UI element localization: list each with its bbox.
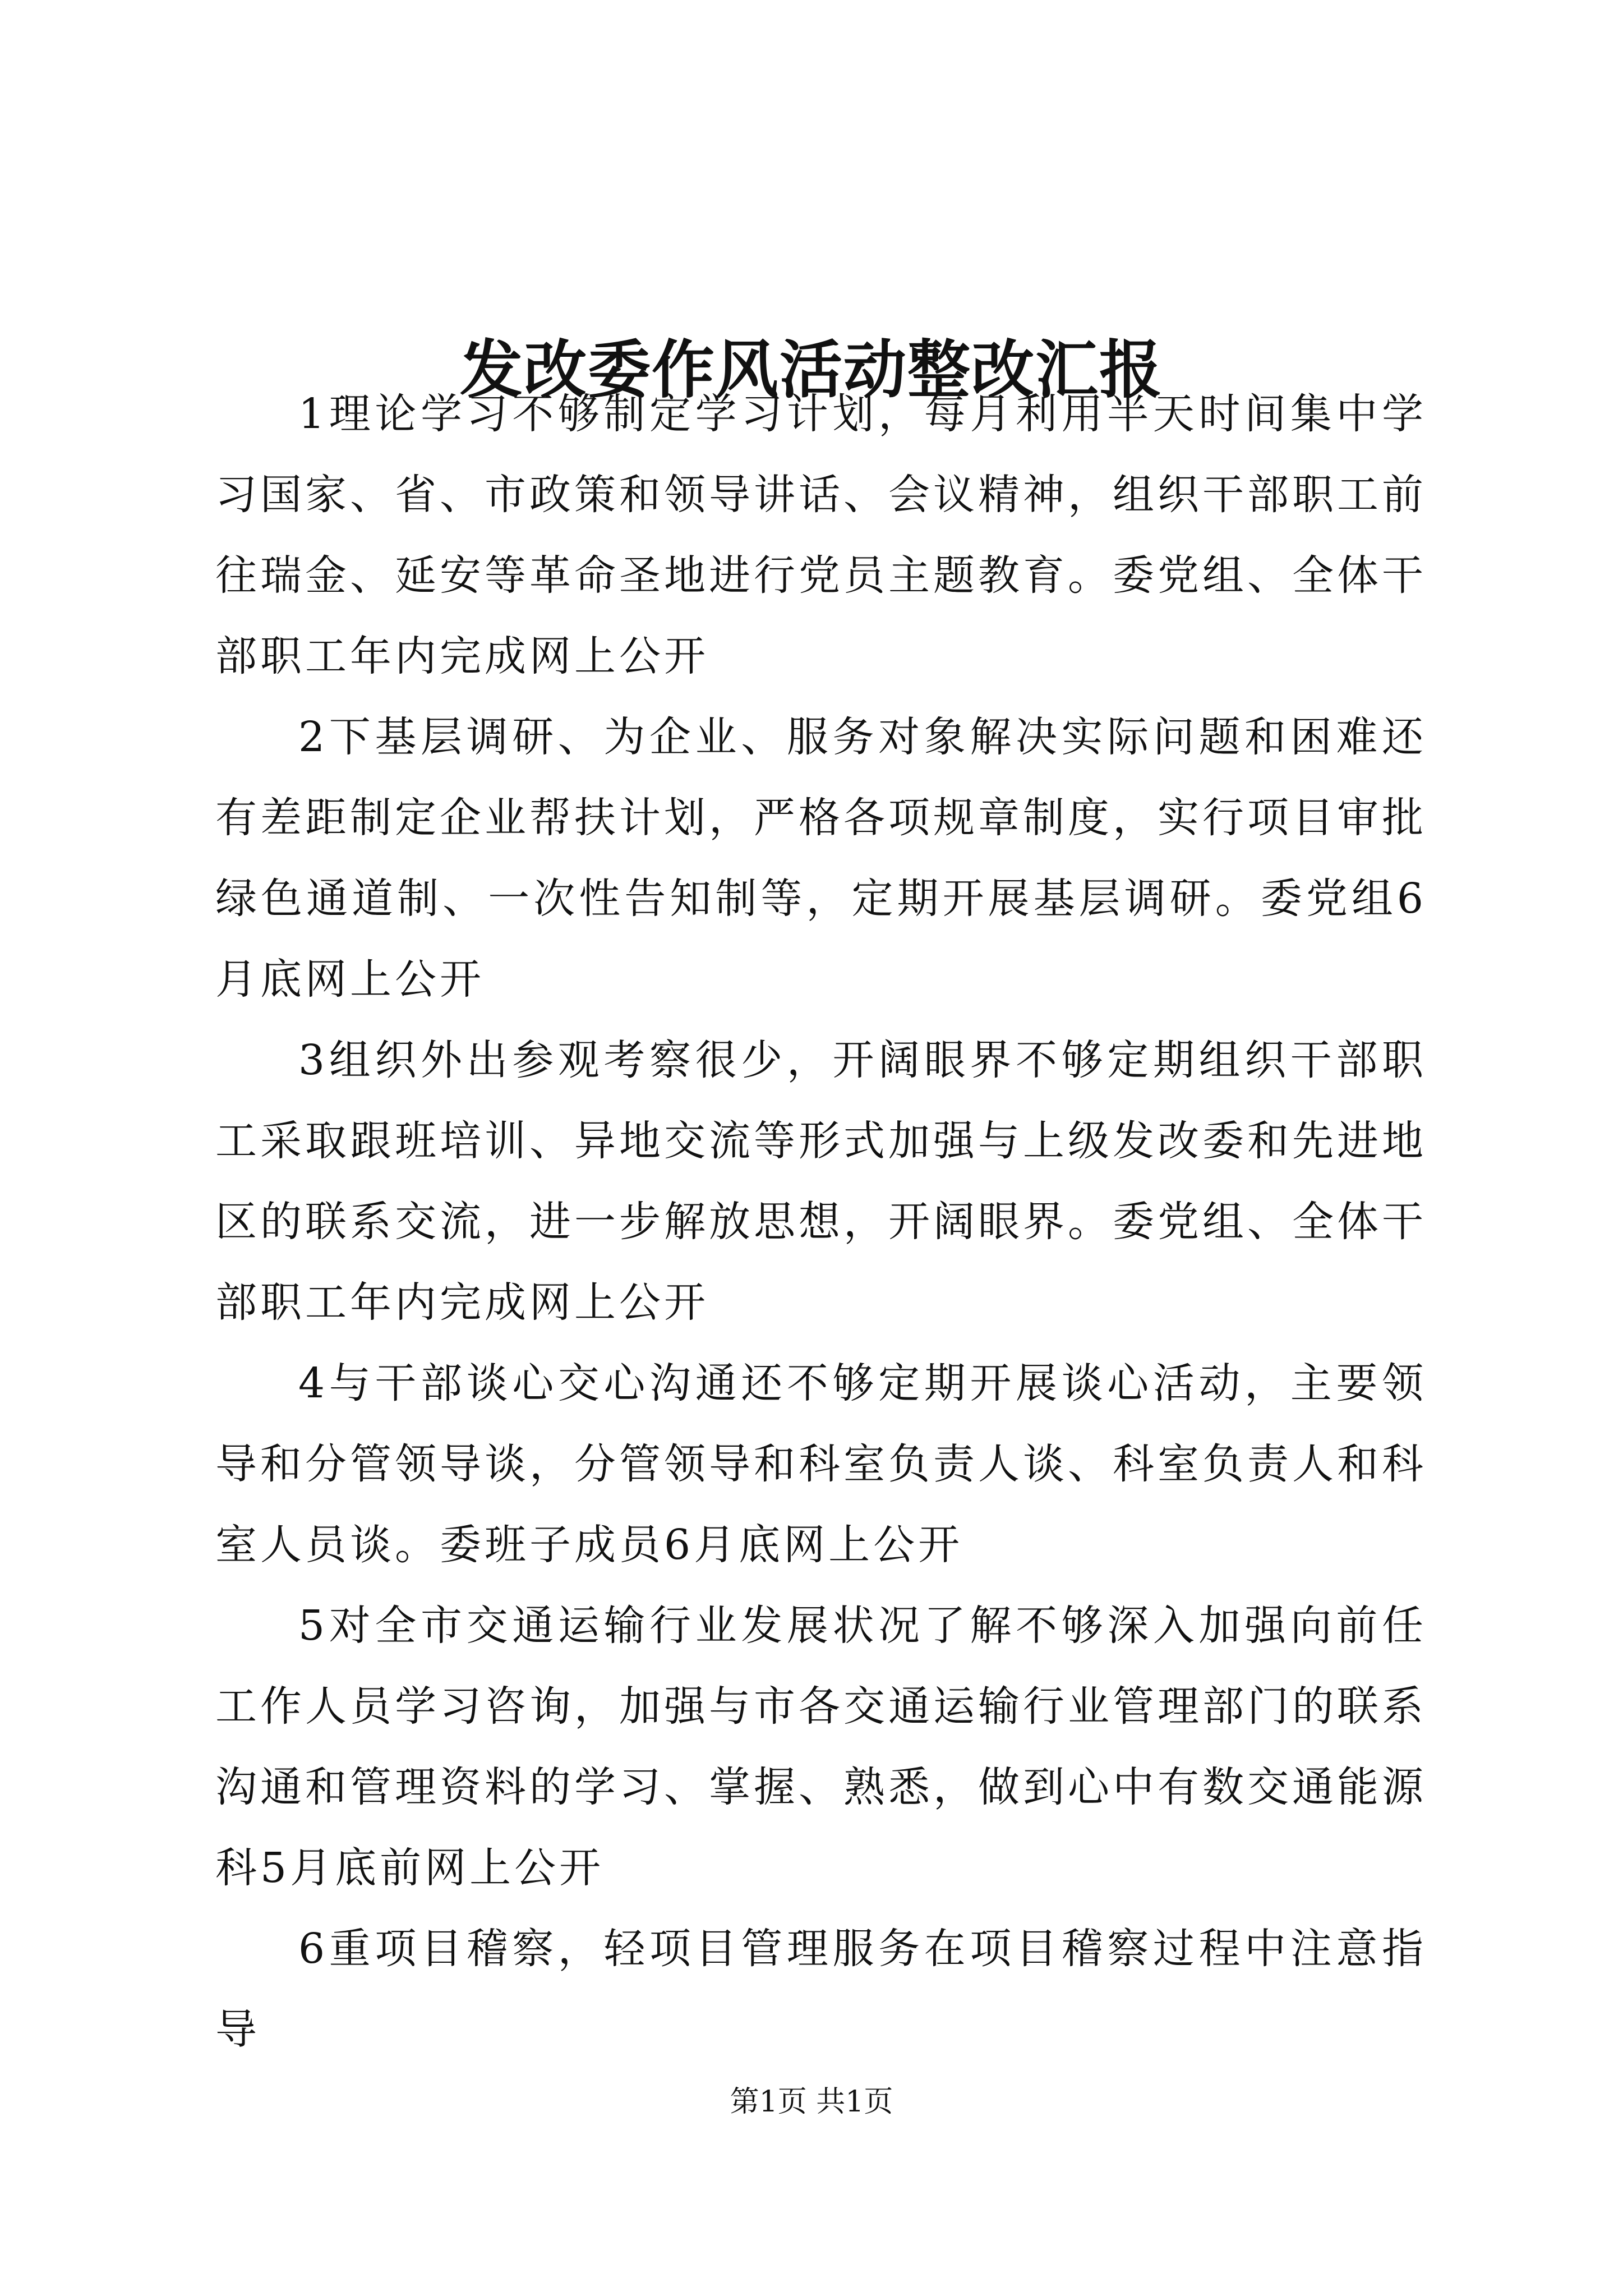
- document-title: 发改委作风活动整改汇报: [460, 333, 1163, 407]
- paragraph-3: 3组织外出参观考察很少，开阔眼界不够定期组织干部职工采取跟班培训、异地交流等形式加强与上级发改委和先进地区的联系交流，进一步解放思想，开阔眼界。委党组、全体干部职工年内完成网上公开: [215, 1036, 1427, 1327]
- paragraph-5: 5对全市交通运输行业发展状况了解不够深入加强向前任工作人员学习咨询，加强与市各交通运输行业管理部门的联系沟通和管理资料的学习、掌握、熟悉，做到心中有数交通能源科5月底前网上公开: [215, 1602, 1427, 1892]
- paragraph-2: 2下基层调研、为企业、服务对象解决实际问题和困难还有差距制定企业帮扶计划，严格各项规章制度，实行项目审批绿色通道制、一次性告知制等，定期开展基层调研。委党组6月底网上公开: [215, 713, 1427, 1004]
- document-body: [215, 374, 1427, 2070]
- paragraph-6: 6重项目稽察，轻项目管理服务在项目稽察过程中注意指导: [215, 1925, 1427, 2054]
- page-number-label: 第1页 共1页: [730, 2085, 893, 2119]
- page-footer: [0, 2082, 1623, 2122]
- paragraph-4: 4与干部谈心交心沟通还不够定期开展谈心活动，主要领导和分管领导谈，分管领导和科室负责人谈、科室负责人和科室人员谈。委班子成员6月底网上公开: [215, 1359, 1427, 1569]
- paragraph-1: 1理论学习不够制定学习计划，每月利用半天时间集中学习国家、省、市政策和领导讲话、会议精神，组织干部职工前往瑞金、延安等革命圣地进行党员主题教育。委党组、全体干部职工年内完成网上公开: [215, 390, 1427, 680]
